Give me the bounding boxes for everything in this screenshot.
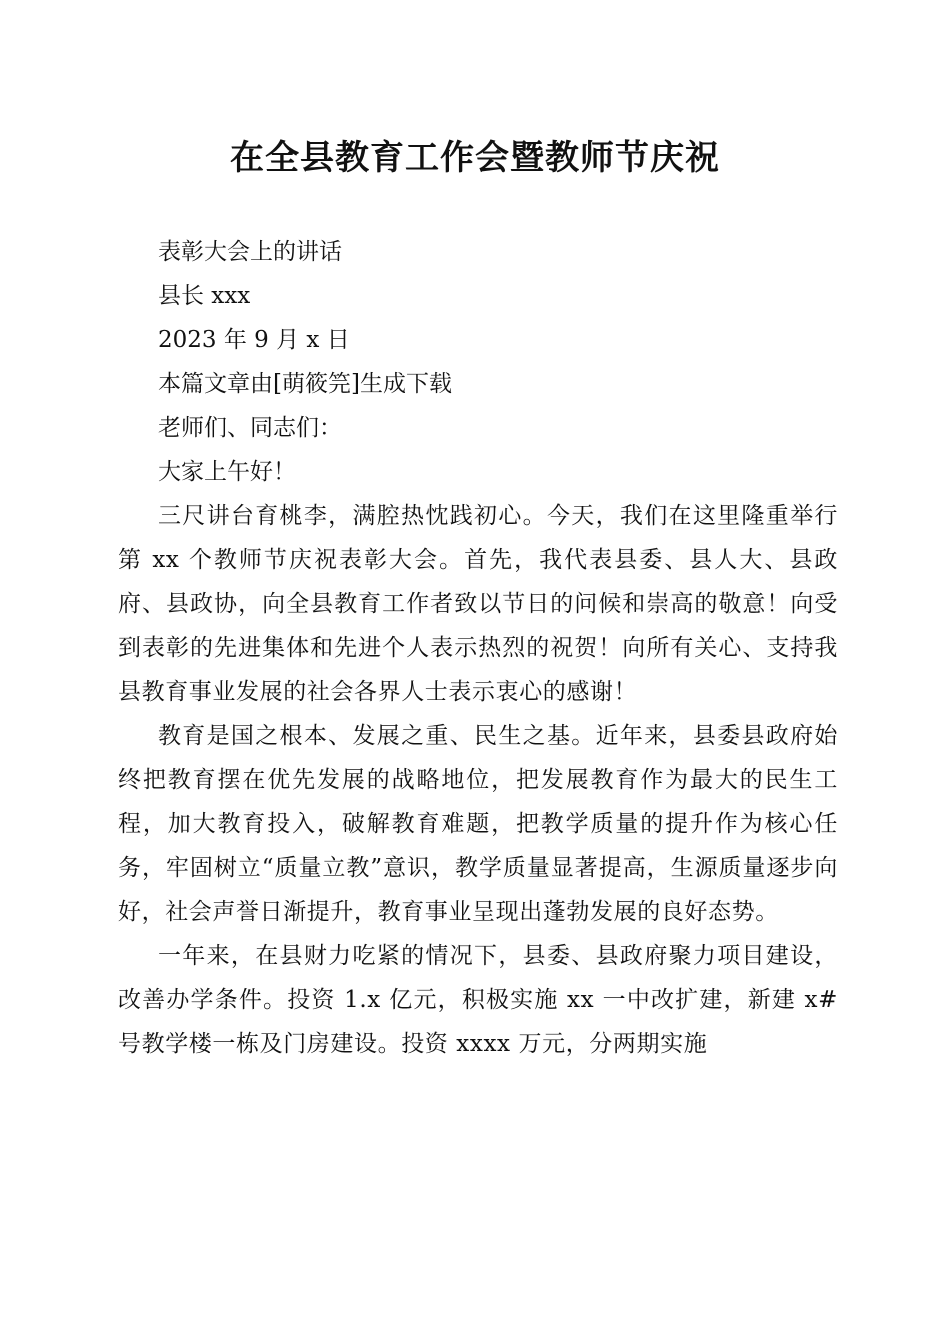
document-subtitle: 表彰大会上的讲话 (158, 239, 342, 265)
paragraph-3: 一年来，在县财力吃紧的情况下，县委、县政府聚力项目建设，改善办学条件。投资 1.x 亿元，积极实施 xx 一中改扩建，新建 x#号教学楼一栋及门房建设。投资 xxxx 万元，分两期实施 (118, 943, 838, 1057)
greeting: 大家上午好！ (158, 459, 296, 485)
paragraph-1: 三尺讲台育桃李，满腔热忱践初心。今天，我们在这里隆重举行第 xx 个教师节庆祝表彰大会。首先，我代表县委、县人大、县政府、县政协，向全县教育工作者致以节日的问候和崇高的敬意！向受到表彰的先进集体和先进个人表示热烈的祝贺！向所有关心、支持我县教育事业发展的社会各界人士表示衷心的感谢！ (118, 503, 838, 705)
document-title: 在全县教育工作会暨教师节庆祝 (230, 138, 720, 178)
document-body (118, 230, 838, 1066)
speaker-line: 县长 xxx (158, 283, 251, 309)
date-line: 2023 年 9 月 x 日 (158, 327, 350, 353)
salutation: 老师们、同志们： (158, 415, 342, 441)
source-note: 本篇文章由[萌筱笎]生成下载 (158, 371, 452, 397)
paragraph-2: 教育是国之根本、发展之重、民生之基。近年来，县委县政府始终把教育摆在优先发展的战略地位，把发展教育作为最大的民生工程，加大教育投入，破解教育难题，把教学质量的提升作为核心任务，牢固树立“质量立教”意识，教学质量显著提高，生源质量逐步向好，社会声誉日渐提升，教育事业呈现出蓬勃发展的良好态势。 (118, 723, 838, 925)
